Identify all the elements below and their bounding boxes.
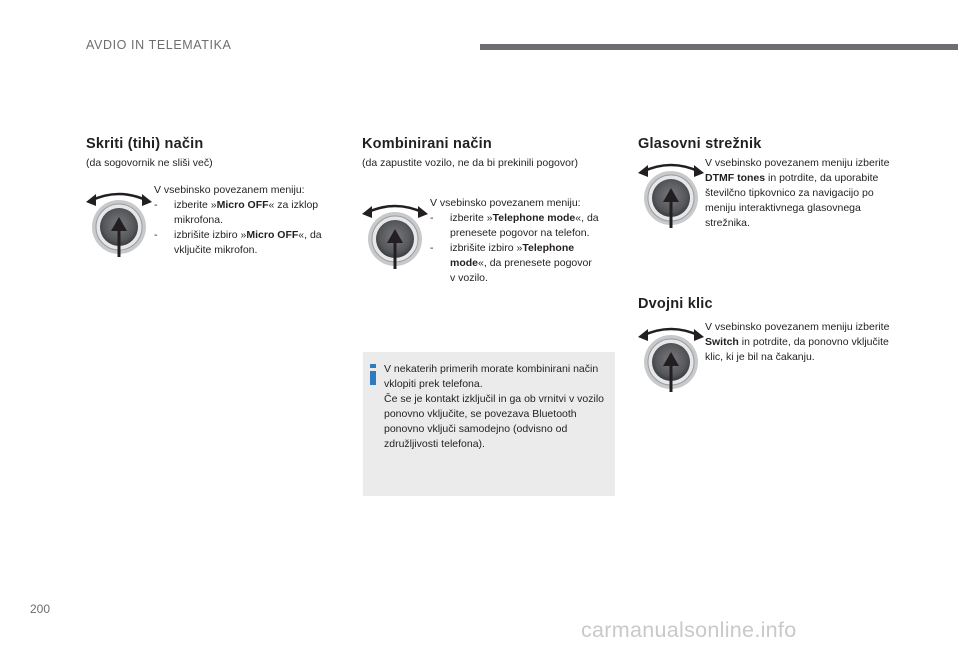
list-item: - izbrišite izbiro »Micro OFF«, da vključite mikrofon. [154, 229, 322, 256]
running-header: AVDIO IN TELEMATIKA [86, 38, 232, 52]
rotary-knob-press-icon [638, 158, 704, 230]
body-paragraph: V vsebinsko povezanem meniju izberite Switch in potrdite, da ponovno vključite klic, ki je bil na čakanju. [705, 321, 890, 363]
intro-text: V vsebinsko povezanem meniju: [154, 184, 305, 196]
instructions-skriti [154, 183, 344, 258]
list-item: - izbrišite izbiro »Telephone mode«, da prenesete pogovor v vozilo. [430, 242, 592, 284]
rotary-knob-press-icon [86, 187, 152, 259]
list-item: - izberite »Telephone mode«, da prenesete pogovor na telefon. [430, 212, 599, 239]
watermark: carmanualsonline.info [581, 618, 797, 642]
info-note [363, 352, 615, 496]
list-item: - izberite »Micro OFF« za izklop mikrofona. [154, 199, 319, 226]
info-icon [370, 364, 376, 385]
body-paragraph: V vsebinsko povezanem meniju izberite DTMF tones in potrdite, da uporabite številčno tipkovnico za navigacijo po meniju interaktivnega glasovnega strežnika. [705, 157, 890, 229]
section-title-kombinirani: Kombinirani način [362, 136, 492, 152]
note-line: V nekaterih primerih morate kombinirani način vklopiti prek telefona. [384, 363, 599, 390]
section-title-skriti: Skriti (tihi) način [86, 136, 204, 152]
instructions-glasovni [705, 156, 895, 231]
info-note-text [384, 362, 610, 452]
header-rule [480, 44, 958, 50]
instructions-kombinirani [430, 196, 600, 286]
rotary-knob-press-icon [362, 199, 428, 271]
rotary-knob-press-icon [638, 322, 704, 394]
intro-text: V vsebinsko povezanem meniju: [430, 197, 581, 209]
section-subtitle-skriti: (da sogovornik ne sliši več) [86, 157, 213, 169]
section-title-dvojni: Dvojni klic [638, 296, 713, 312]
section-title-glasovni: Glasovni strežnik [638, 136, 762, 152]
note-line: Če se je kontakt izključil in ga ob vrnitvi v vozilo ponovno vključite, se povezava Bluetooth ponovno vključi samodejno (odvisno od združljivosti telefona). [384, 393, 605, 450]
instructions-dvojni [705, 320, 890, 365]
page-number: 200 [30, 602, 51, 616]
section-subtitle-kombinirani: (da zapustite vozilo, ne da bi prekinili pogovor) [362, 157, 578, 169]
